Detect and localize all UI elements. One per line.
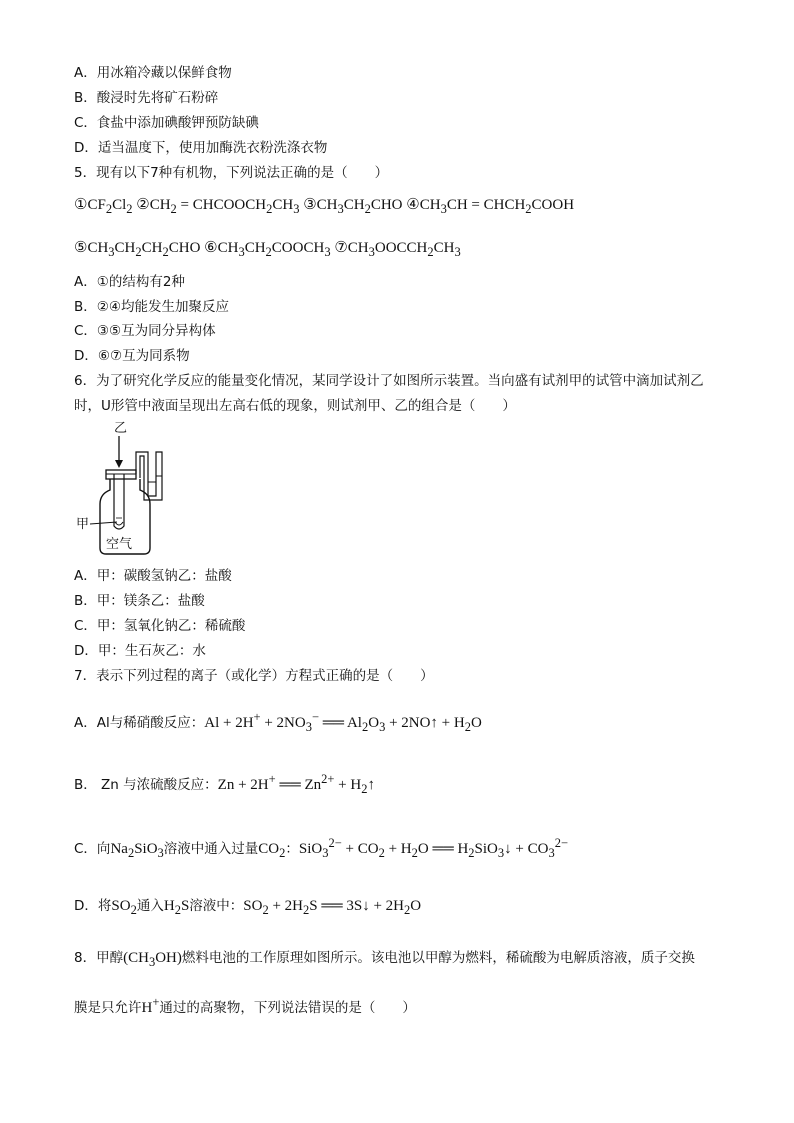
q6-option-c: C．甲：氢氧化钠乙：稀硫酸 — [74, 618, 246, 634]
q7-stem: 7．表示下列过程的离子（或化学）方程式正确的是（ ） — [74, 668, 434, 684]
q4-option-b: B．酸浸时先将矿石粉碎 — [74, 90, 219, 106]
q5-option-c: C．③⑤互为同分异构体 — [74, 323, 216, 339]
q8-stem-line2: 膜是只允许H+通过的高聚物，下列说法错误的是（ ） — [74, 995, 416, 1016]
label-pointer — [90, 522, 117, 524]
q6-stem-line2: 时，U形管中液面呈现出左高右低的现象，则试剂甲、乙的组合是（ ） — [74, 398, 516, 414]
compound-6: $⑥CH_3CH_2COOCH_3$ — [204, 240, 331, 259]
q7-option-b: B． Zn 与浓硫酸反应：Zn + 2H+ ══ $Zn^{2+}$ + $H_2↑$ — [74, 772, 375, 796]
q5-option-d: D．⑥⑦互为同系物 — [74, 348, 190, 364]
compound-3: $③CH_3CH_2CHO$ — [303, 197, 403, 216]
u-tube-apparatus-figure — [74, 418, 174, 558]
q5-stem: 5．现有以下7种有机物，下列说法正确的是（ ） — [74, 165, 389, 181]
figure-label-air: 空气 — [106, 537, 133, 552]
q6-option-b: B．甲：镁条乙：盐酸 — [74, 593, 205, 609]
compound-2: $②CH_2$ = $CHCOOCH_2CH_3$ — [136, 197, 300, 216]
q5-option-b: B．②④均能发生加聚反应 — [74, 299, 229, 315]
figure-label-yi: 乙 — [114, 421, 128, 436]
figure-label-jia: 甲 — [76, 517, 90, 532]
q4-option-a: A．用冰箱冷藏以保鲜食物 — [74, 65, 232, 81]
q4-option-d: D．适当温度下，使用加酶洗衣粉洗涤衣物 — [74, 140, 328, 156]
q6-option-a: A．甲：碳酸氢钠乙：盐酸 — [74, 568, 232, 584]
dropper-arrow-icon — [115, 460, 123, 468]
q5-option-a: A．①的结构有2种 — [74, 274, 185, 290]
q6-option-d: D．甲：生石灰乙：水 — [74, 643, 206, 659]
compound-1: $①CF_2Cl_2$ — [74, 197, 133, 216]
q7-option-d: D．将$SO_2$通入$H_2S$溶液中：$SO_2 + 2H_2S$ ══ 3S↓ + $2H_2O$ — [74, 898, 422, 917]
q7-option-a: A．Al与稀硝酸反应：$Al + 2H^+ + 2NO_3^-$ ══ $Al_2O_3$ + 2NO↑ + $H_2O$ — [74, 710, 482, 734]
q4-option-c: C．食盐中添加碘酸钾预防缺碘 — [74, 115, 259, 131]
q6-stem-line1: 6．为了研究化学反应的能量变化情况，某同学设计了如图所示装置。当向盛有试剂甲的试管中滴加试剂乙 — [74, 373, 704, 389]
compound-5: $⑤CH_3CH_2CH_2CHO$ — [74, 240, 201, 259]
q5-compounds-line1 — [74, 195, 574, 219]
compound-4: $④CH_3CH$ = $CHCH_2COOH$ — [406, 197, 575, 216]
test-tube — [114, 474, 124, 529]
q7-option-c: C．向$Na_2SiO_3$溶液中通入过量$CO_2$：$SiO_3^{2-} + CO_2 + H_2O$ ══ $H_2SiO_3↓ + CO_3^{2-}$ — [74, 836, 568, 860]
q5-compounds-line2 — [74, 238, 461, 262]
compound-7: $⑦CH_3OOCCH_2CH_3$ — [334, 240, 461, 259]
q8-stem-line1: 8．甲醇$(CH_3OH)$燃料电池的工作原理如图所示。该电池以甲醇为燃料，稀硫酸为电解质溶液，质子交换 — [74, 950, 695, 969]
